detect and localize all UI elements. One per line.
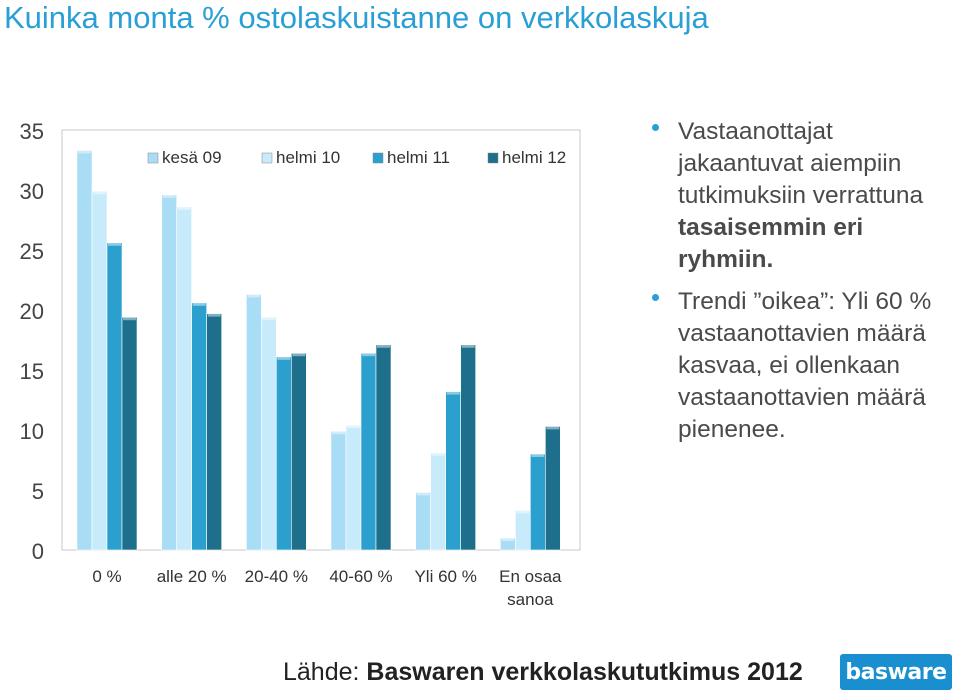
x-tick-label: En osaa [499,567,562,586]
bar [376,345,391,550]
bar-highlight [546,426,559,429]
y-tick-label: 20 [19,299,44,324]
bar-highlight [163,195,176,198]
bar-highlight [277,357,290,360]
bar [446,392,461,550]
bar-highlight [78,150,91,153]
legend-swatch [373,153,383,163]
bar [461,345,476,550]
bar-highlight [178,207,191,210]
source-line [283,658,803,687]
bar [276,357,291,550]
bar-highlight [247,294,260,297]
y-tick-label: 25 [19,239,44,264]
bar-highlight [432,453,445,456]
bar [92,191,107,550]
bar-highlight [123,317,136,320]
bar-highlight [362,353,375,356]
bar-highlight [447,392,460,395]
y-tick-label: 0 [31,539,44,564]
y-tick-label: 15 [19,359,44,384]
x-tick-label: 40-60 % [329,567,393,586]
bar [416,492,431,550]
bar [545,426,560,550]
y-tick-label: 5 [31,479,44,504]
bar [207,314,222,550]
bar [246,294,261,550]
bar [515,510,530,550]
source-label: Lähde: [283,658,367,686]
bullet-1-text: Vastaanottajat jakaantuvat aiempiin tutkimuksiin verrattuna [678,118,924,209]
bar-highlight [93,191,106,194]
bar-highlight [531,454,544,457]
legend-swatch [148,153,158,163]
bullet-item-2 [650,286,955,446]
y-tick-label: 35 [19,119,44,144]
bar-highlight [262,317,275,320]
bar-highlight [347,425,360,428]
bullet-1-bold: tasaisemmin eri ryhmiin. [678,214,864,273]
bar [261,317,276,550]
y-tick-label: 10 [19,419,44,444]
bullet-list [650,116,955,456]
bar [361,353,376,550]
page-title: Kuinka monta % ostolaskuistanne on verkkolaskuja [4,0,709,35]
bar-highlight [193,303,206,306]
basware-logo: basware [840,654,952,690]
bar-highlight [292,353,305,356]
bar-highlight [501,538,514,541]
bar [331,431,346,550]
x-tick-label: sanoa [507,590,554,609]
bar-highlight [108,243,121,246]
bar [530,454,545,550]
bar [77,150,92,550]
x-tick-label: 0 % [92,567,122,586]
legend-label: helmi 12 [502,148,567,167]
legend-swatch [262,153,272,163]
bar [177,207,192,550]
bar [431,453,446,550]
y-tick-label: 30 [19,179,44,204]
bar-highlight [462,345,475,348]
source-text: Baswaren verkkolaskututkimus 2012 [366,658,803,686]
bar-highlight [516,510,529,513]
bar [107,243,122,550]
bar-highlight [208,314,221,317]
bar [291,353,306,550]
bar [346,425,361,550]
bar [122,317,137,550]
bar [192,303,207,550]
legend-label: helmi 10 [276,148,341,167]
bullet-item-1 [650,116,955,276]
bar-highlight [377,345,390,348]
legend-swatch [488,153,498,163]
x-tick-label: alle 20 % [156,567,227,586]
legend-label: kesä 09 [162,148,222,167]
legend-label: helmi 11 [387,148,450,167]
bar-highlight [332,431,345,434]
x-tick-label: 20-40 % [244,567,308,586]
bullet-2-text: Trendi ”oikea”: Yli 60 % vastaanottavien määrä kasvaa, ei ollenkaan vastaanottavien määrä pienenee. [678,288,932,443]
bar-highlight [417,492,430,495]
x-tick-label: Yli 60 % [414,567,477,586]
plot-frame [62,130,580,550]
bar [162,195,177,550]
